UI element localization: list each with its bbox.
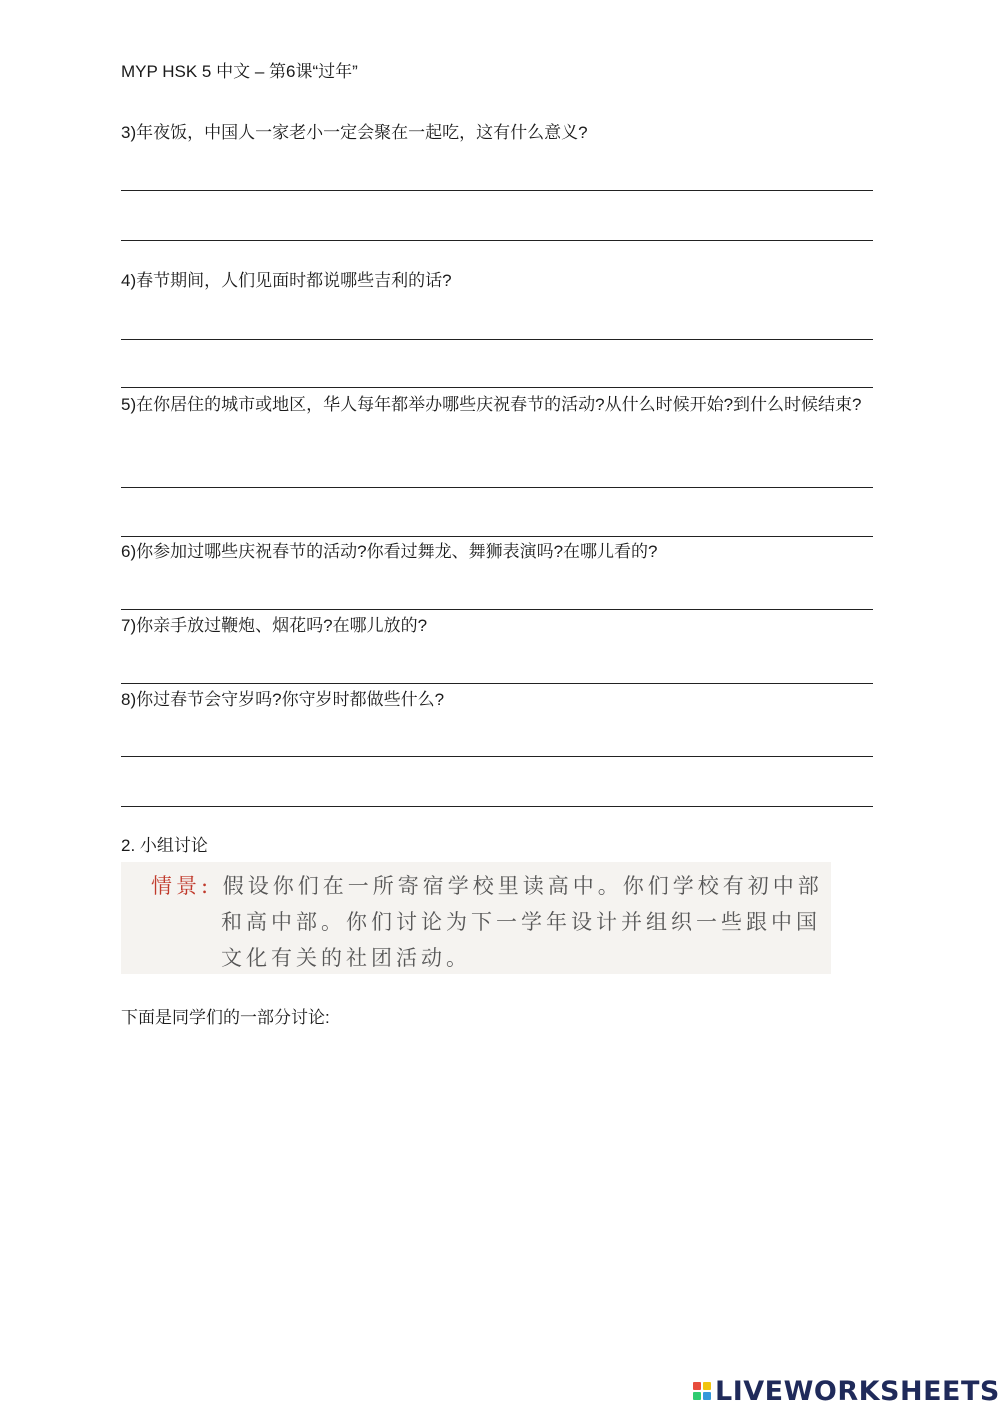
scenario-label: 情景: <box>151 874 213 898</box>
question-5: 5)在你居住的城市或地区，华人每年都举办哪些庆祝春节的活动?从什么时候开始?到什么时候结束? <box>121 395 862 414</box>
answer-line-6[interactable] <box>121 609 873 610</box>
answer-line-5b[interactable] <box>121 536 873 537</box>
answer-line-3a[interactable] <box>121 190 873 191</box>
question-6: 6)你参加过哪些庆祝春节的活动?你看过舞龙、舞狮表演吗?在哪儿看的? <box>121 542 658 561</box>
question-8: 8)你过春节会守岁吗?你守岁时都做些什么? <box>121 690 445 709</box>
scenario-text-1: 假设你们在一所寄宿学校里读高中。你们学校有初中部 <box>222 874 823 898</box>
page-title: MYP HSK 5 中文 – 第6课“过年” <box>121 62 358 81</box>
logo-text: LIVEWORKSHEETS <box>715 1375 1000 1407</box>
scenario-line-2: 和高中部。你们讨论为下一学年设计并组织一些跟中国 <box>221 910 821 934</box>
answer-line-5a[interactable] <box>121 487 873 488</box>
discussion-intro: 下面是同学们的一部分讨论: <box>121 1008 330 1027</box>
answer-line-4b[interactable] <box>121 387 873 388</box>
answer-line-8b[interactable] <box>121 806 873 807</box>
question-7: 7)你亲手放过鞭炮、烟花吗?在哪儿放的? <box>121 616 428 635</box>
section-2-heading: 2. 小组讨论 <box>121 836 208 855</box>
question-3: 3)年夜饭，中国人一家老小一定会聚在一起吃，这有什么意义? <box>121 123 588 142</box>
answer-line-4a[interactable] <box>121 339 873 340</box>
answer-line-7[interactable] <box>121 683 873 684</box>
answer-line-8a[interactable] <box>121 756 873 757</box>
scenario-line-1 <box>151 870 823 900</box>
logo-blocks-icon <box>693 1382 711 1400</box>
question-4: 4)春节期间，人们见面时都说哪些吉利的话? <box>121 271 452 290</box>
liveworksheets-logo <box>693 1375 1000 1407</box>
answer-line-3b[interactable] <box>121 240 873 241</box>
scenario-line-3: 文化有关的社团活动。 <box>221 946 471 970</box>
scenario-box <box>121 862 831 974</box>
